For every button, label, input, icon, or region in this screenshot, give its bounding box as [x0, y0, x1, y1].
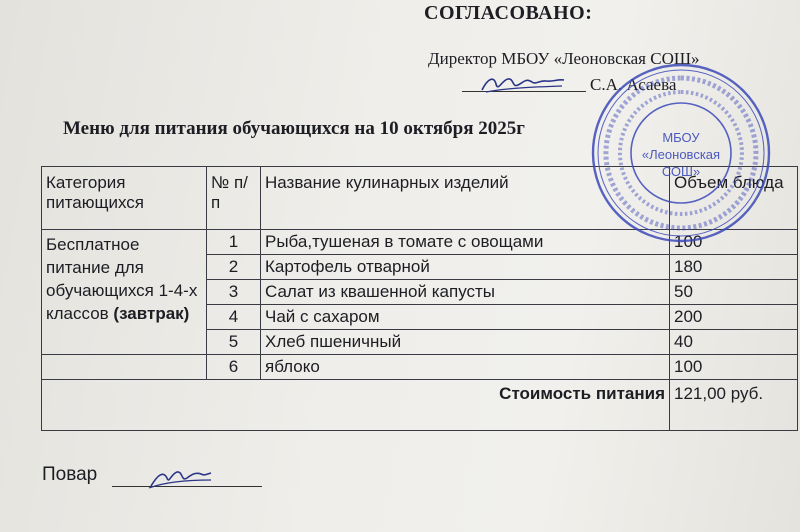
category-meal: (завтрак) — [113, 304, 190, 323]
dish-amount: 100 — [670, 230, 798, 255]
cost-row — [42, 380, 798, 431]
row-number: 6 — [207, 355, 261, 380]
dish-name: яблоко — [261, 355, 670, 380]
dish-amount: 50 — [670, 280, 798, 305]
cost-label: Стоимость питания — [42, 380, 670, 431]
header-dish-name: Название кулинарных изделий — [261, 167, 670, 230]
header-category: Категория питающихся — [42, 167, 207, 230]
cook-label: Повар — [42, 464, 98, 485]
dish-name: Картофель отварной — [261, 255, 670, 280]
stamp-center-line2: «Леоновская — [641, 147, 721, 162]
row-number: 3 — [207, 280, 261, 305]
dish-amount: 180 — [670, 255, 798, 280]
header-amount: Объем блюда — [670, 167, 798, 230]
director-title: Директор МБОУ «Леоновская СОШ» — [428, 49, 700, 68]
table-row — [42, 355, 798, 380]
category-text: Бесплатное питание для обучающихся 1-4-х классов — [46, 235, 198, 323]
dish-amount: 40 — [670, 330, 798, 355]
row-number: 2 — [207, 255, 261, 280]
stamp-center-line3: СОШ» — [661, 164, 701, 179]
row-number: 1 — [207, 230, 261, 255]
category-empty-cell — [42, 355, 207, 380]
school-stamp — [586, 58, 776, 248]
row-number: 5 — [207, 330, 261, 355]
row-number: 4 — [207, 305, 261, 330]
menu-title: Меню для питания обучающихся на 10 октября 2025г — [63, 118, 525, 139]
dish-name: Салат из квашенной капусты — [261, 280, 670, 305]
dish-name: Хлеб пшеничный — [261, 330, 670, 355]
category-cell — [42, 230, 207, 355]
cook-signature — [145, 462, 215, 492]
dish-name: Чай с сахаром — [261, 305, 670, 330]
dish-name: Рыба,тушеная в томате с овощами — [261, 230, 670, 255]
dish-amount: 100 — [670, 355, 798, 380]
director-signature — [478, 70, 568, 98]
approval-heading: СОГЛАСОВАНО: — [424, 2, 593, 24]
director-name: С.А. Асаева — [590, 75, 677, 94]
cost-value: 121,00 руб. — [670, 380, 798, 431]
stamp-center-line1: МБОУ — [662, 130, 700, 145]
dish-amount: 200 — [670, 305, 798, 330]
header-number: № п/п — [207, 167, 261, 230]
